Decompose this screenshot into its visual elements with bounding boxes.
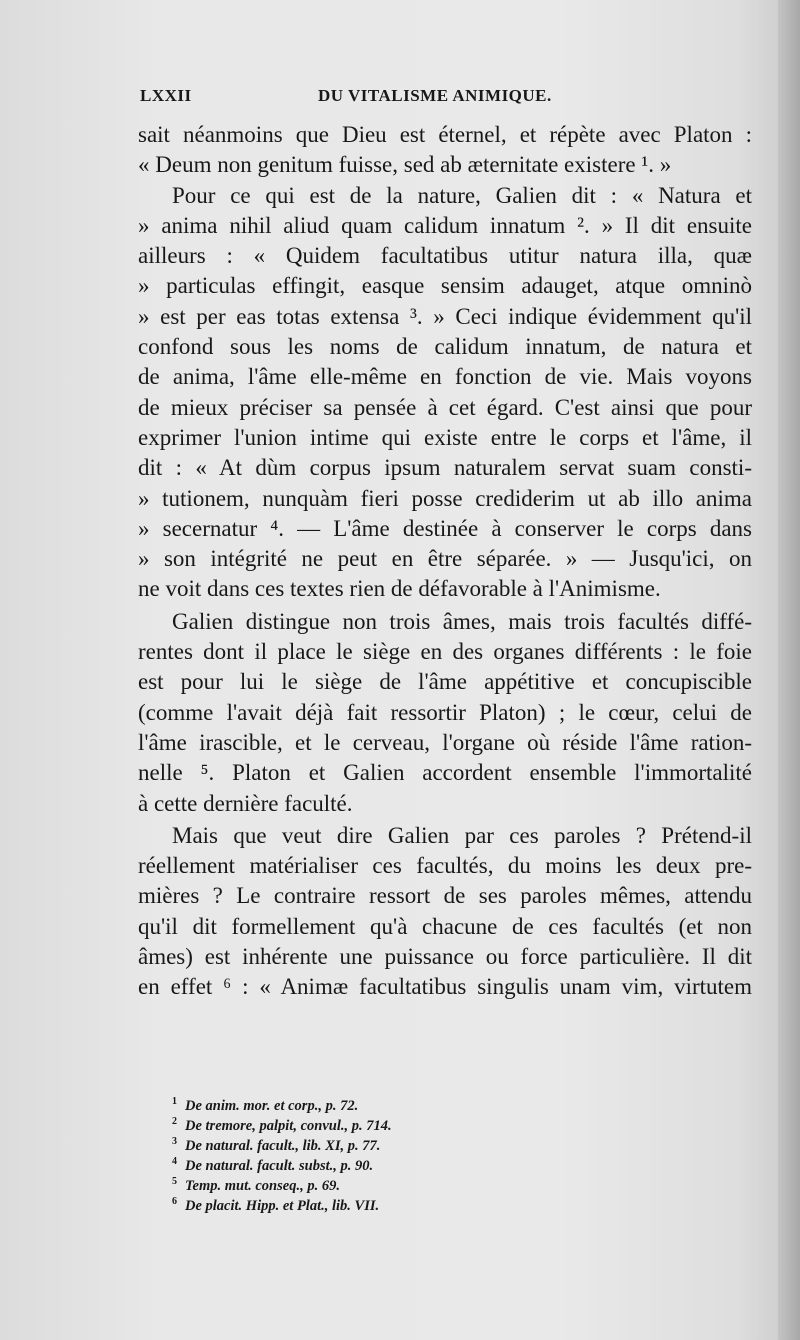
footnote (172, 1136, 732, 1156)
text-line: réellement matérialiser ces facultés, du moins les deux pre- (138, 853, 752, 879)
text-line: « Deum non genitum fuisse, sed ab æternitate existere ¹. » (138, 152, 672, 178)
footnote-marker: 6 (172, 1196, 177, 1208)
footnote-marker: 3 (172, 1136, 177, 1148)
footnotes (172, 1096, 732, 1216)
footnote-marker: 4 (172, 1156, 177, 1168)
text-line: rentes dont il place le siège en des organes différents : le foie (138, 639, 752, 665)
text-line: est pour lui le siège de l'âme appétitive et concupiscible (138, 669, 752, 695)
text-line: dit : « At dùm corpus ipsum naturalem servat suam consti- (138, 455, 752, 481)
text-line: à cette dernière faculté. (138, 790, 353, 816)
text-line: Mais que veut dire Galien par ces paroles ? Prétend-il (172, 822, 752, 848)
text-line: » tutionem, nunquàm fieri posse crediderim ut ab illo anima (138, 485, 752, 511)
footnote (172, 1156, 732, 1176)
text-line: ne voit dans ces textes rien de défavorable à l'Animisme. (138, 576, 661, 602)
text-line: » anima nihil aliud quam calidum innatum ². » Il dit ensuite (138, 212, 752, 238)
running-header (140, 80, 752, 110)
text-line: exprimer l'union intime qui existe entre le corps et l'âme, il (138, 424, 752, 450)
footnote-text: De natural. facult., lib. XI, p. 77. (185, 1138, 381, 1154)
text-line: » secernatur ⁴. — L'âme destinée à conserver le corps dans (138, 515, 752, 541)
text-line: âmes) est inhérente une puissance ou force particulière. Il dit (138, 944, 752, 970)
page-number: LXXII (140, 86, 192, 105)
text-line: qu'il dit formellement qu'à chacune de ces facultés (et non (138, 913, 752, 939)
footnote (172, 1176, 732, 1196)
text-line: » particulas effingit, easque sensim adauget, atque omninò (138, 273, 752, 299)
text-line: Pour ce qui est de la nature, Galien dit : « Natura et (172, 182, 752, 208)
footnote (172, 1096, 732, 1116)
footnote-marker: 1 (172, 1096, 177, 1108)
footnote-text: De placit. Hipp. et Plat., lib. VII. (185, 1198, 380, 1214)
text-line: l'âme irascible, et le cerveau, l'organe où réside l'âme ration- (138, 729, 752, 755)
footnote-text: De anim. mor. et corp., p. 72. (185, 1098, 359, 1114)
running-title: DU VITALISME ANIMIQUE. (318, 86, 552, 105)
body-text (138, 120, 752, 1003)
text-line: sait néanmoins que Dieu est éternel, et répète avec Platon : (138, 122, 752, 147)
footnote-marker: 2 (172, 1116, 177, 1128)
footnote-text: Temp. mut. conseq., p. 69. (185, 1178, 340, 1194)
footnote-text: De tremore, palpit, convul., p. 714. (185, 1118, 392, 1134)
text-line: Galien distingue non trois âmes, mais trois facultés diffé- (172, 608, 752, 634)
text-line: de anima, l'âme elle-même en fonction de vie. Mais voyons (138, 364, 752, 390)
footnote-marker: 5 (172, 1176, 177, 1188)
footnote (172, 1116, 732, 1136)
text-line: nelle ⁵. Platon et Galien accordent ensemble l'immortalité (138, 760, 752, 786)
text-line: en effet ⁶ : « Animæ facultatibus singulis unam vim, virtutem (138, 974, 752, 1000)
text-line: confond sous les noms de calidum innatum, de natura et (138, 334, 752, 360)
text-line: (comme l'avait déjà fait ressortir Platon) ; le cœur, celui de (138, 699, 752, 725)
text-line: » est per eas totas extensa ³. » Ceci indique évidemment qu'il (138, 303, 752, 329)
page-gutter-shadow (778, 0, 800, 1340)
footnote (172, 1196, 732, 1216)
text-line: de mieux préciser sa pensée à cet égard. C'est ainsi que pour (138, 394, 752, 420)
text-line: ailleurs : « Quidem facultatibus utitur natura illa, quæ (138, 243, 752, 269)
text-line: mières ? Le contraire ressort de ses paroles mêmes, attendu (138, 883, 752, 909)
footnote-text: De natural. facult. subst., p. 90. (185, 1158, 374, 1174)
text-line: » son intégrité ne peut en être séparée. » — Jusqu'ici, on (138, 546, 752, 572)
